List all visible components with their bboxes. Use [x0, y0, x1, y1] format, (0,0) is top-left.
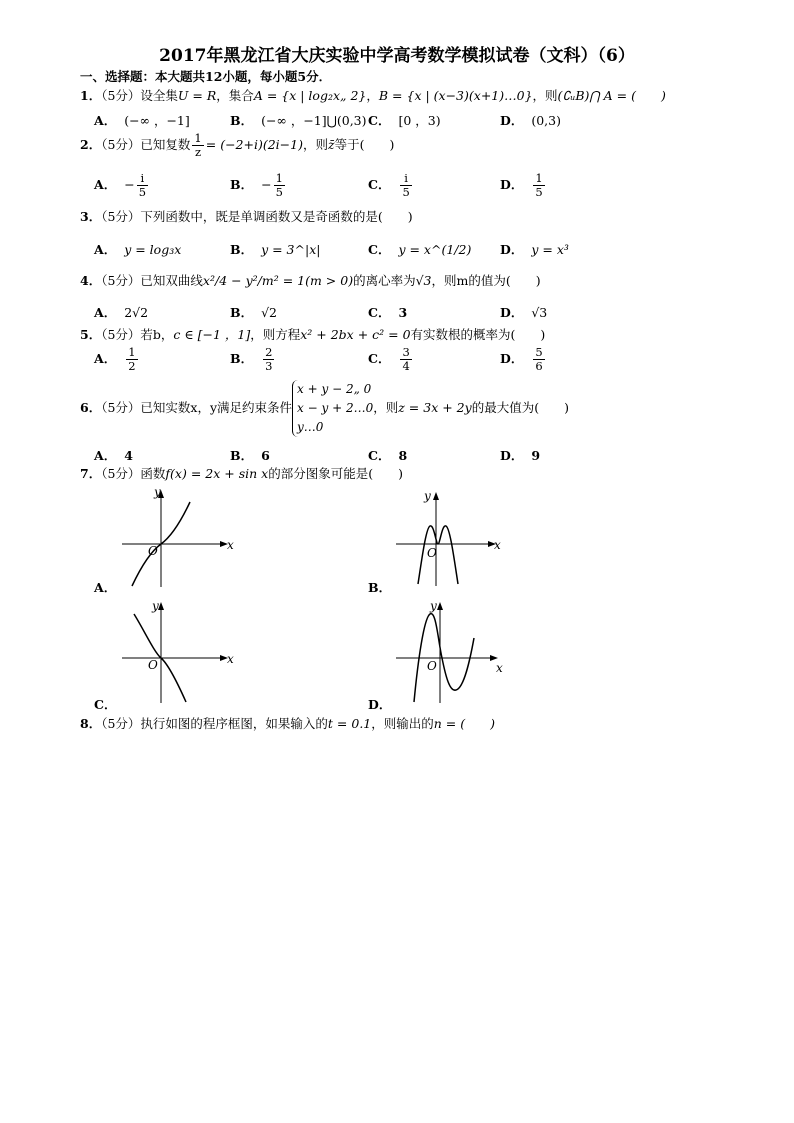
svg-text:O: O [427, 659, 437, 673]
svg-text:x: x [227, 652, 234, 666]
q4-option-a: A． 2√2 [94, 305, 149, 320]
q1-option-b: B． (−∞ ，−1]⋃(0,3) [230, 113, 367, 128]
q1-option-d: D． (0,3) [500, 113, 561, 128]
section-heading: 一、选择题：本大题共12小题，每小题5分． [80, 69, 332, 84]
question-1: 1．（5分）设全集U = R，集合A = {x | log₂x„ 2}，B = {x | (x−3)(x+1)…0}，则(∁ᵤB)⋂ A = ( ) [80, 88, 666, 103]
q2-option-a: A． − $\frac{i}{5}$ [94, 171, 147, 199]
q3-option-c: C． y = x^(1/2) [368, 242, 472, 257]
svg-text:y: y [154, 485, 161, 499]
q6-option-d: D． 9 [500, 448, 541, 463]
svg-text:O: O [148, 658, 158, 672]
q6-option-b: B． 6 [230, 448, 270, 463]
q5-option-b: B． $\frac{2}{3}$ [230, 345, 273, 373]
q7-option-d: D． [368, 697, 392, 712]
q5-option-d: D． $\frac{5}{6}$ [500, 345, 543, 373]
q5-option-a: A． $\frac{1}{2}$ [94, 345, 136, 373]
question-8: 8．（5分）执行如图的程序框图，如果输入的t = 0.1，则输出的n = ( ) [80, 716, 495, 731]
q7-option-a: A． [94, 580, 117, 595]
q6-option-c: C． 8 [368, 448, 408, 463]
question-6: 6．（5分）已知实数x，y满足约束条件x + y − 2„ 0 x − y + 2…0 y…0，则z = 3x + 2y的最大值为( ) [80, 380, 569, 437]
svg-text:y: y [152, 599, 159, 613]
svg-text:x: x [227, 538, 234, 552]
constraint-system: x + y − 2„ 0 x − y + 2…0 y…0 [292, 380, 373, 437]
svg-text:x: x [494, 538, 501, 552]
svg-text:O: O [427, 546, 437, 560]
q3-option-a: A． y = log₃x [94, 242, 182, 257]
q3-option-d: D． y = x³ [500, 242, 569, 257]
svg-text:O: O [148, 544, 158, 558]
q7-option-b: B． [368, 580, 392, 595]
q3-option-b: B． y = 3^|x| [230, 242, 321, 257]
q7-option-c: C． [94, 697, 117, 712]
q2-option-d: D． $\frac{1}{5}$ [500, 171, 543, 199]
question-3: 3．（5分）下列函数中，既是单调函数又是奇函数的是( ) [80, 209, 413, 224]
q4-option-d: D． √3 [500, 305, 548, 320]
svg-text:y: y [424, 489, 431, 503]
q4-option-c: C． 3 [368, 305, 408, 320]
question-7: 7．（5分）函数f(x) = 2x + sin x的部分图象可能是( ) [80, 466, 403, 481]
q1-option-a: A． (−∞ ，−1] [94, 113, 190, 128]
q5-option-c: C． $\frac{3}{4}$ [368, 345, 410, 373]
graph-c [110, 600, 240, 705]
question-5: 5．（5分）若b，c ∈ [−1 ，1]，则方程x² + 2bx + c² = 0有实数根的概率为( ) [80, 327, 546, 342]
graph-b [390, 488, 510, 588]
q6-option-a: A． 4 [94, 448, 133, 463]
svg-text:y: y [430, 599, 437, 613]
graph-d [390, 600, 510, 705]
page-title: 2017年黑龙江省大庆实验中学高考数学模拟试卷（文科）（6） [159, 46, 635, 66]
svg-text:x: x [496, 661, 503, 675]
q2-option-c: C． $\frac{i}{5}$ [368, 171, 410, 199]
q1-option-c: C． [0 ，3) [368, 113, 441, 128]
graph-a [110, 484, 240, 589]
q4-option-b: B． √2 [230, 305, 277, 320]
question-2: 2．（5分）已知复数 $\frac{1}{z}$ = (−2+i)(2i−1)，则z̄等于( ) [80, 131, 395, 159]
question-4: 4．（5分）已知双曲线x²/4 − y²/m² = 1(m > 0)的离心率为√3，则m的值为( ) [80, 273, 541, 288]
q2-option-b: B． − $\frac{1}{5}$ [230, 171, 283, 199]
